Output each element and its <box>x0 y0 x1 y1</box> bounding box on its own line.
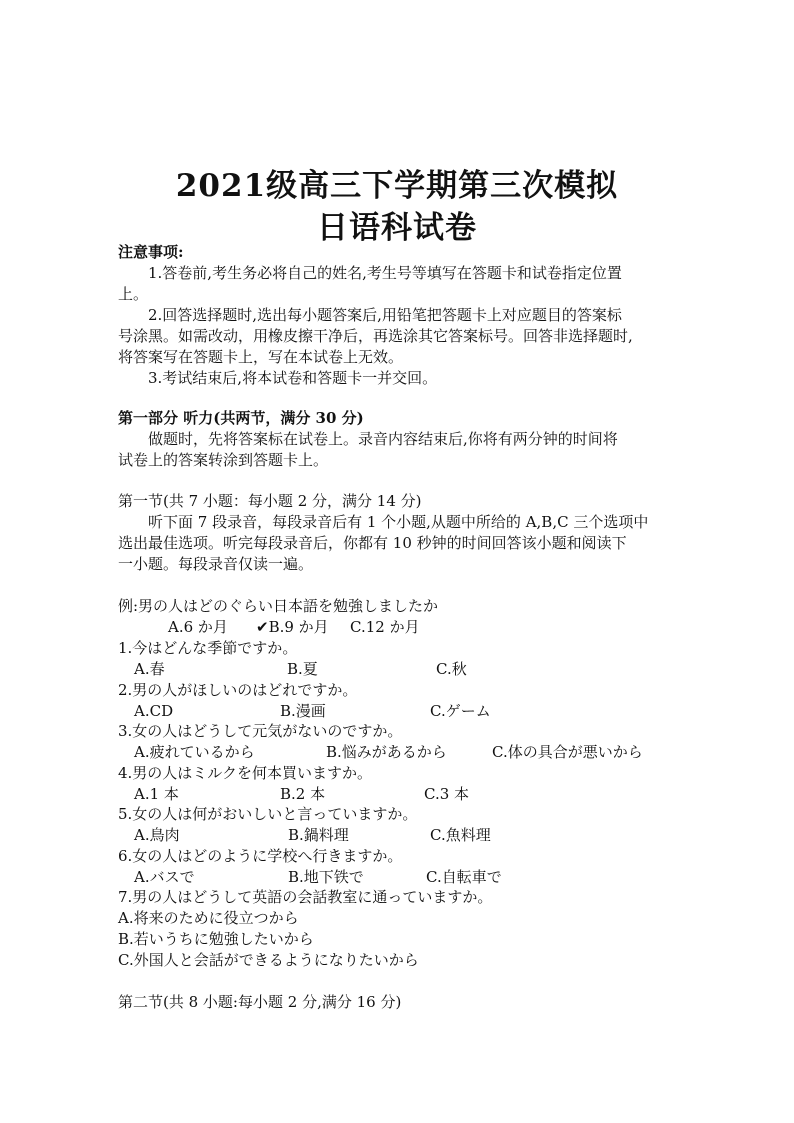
q1-option-b: B.夏 <box>287 660 318 678</box>
question-1: 1.今はどんな季節ですか。 <box>118 639 298 657</box>
note-item-1-cont: 上。 <box>118 285 149 303</box>
note-item-2-cont2: 将答案写在答题卡上，写在本试卷上无效。 <box>118 348 404 366</box>
q2-option-c: C.ゲーム <box>430 702 491 720</box>
example-question: 例:男の人はどのぐらい日本語を勉強しましたか <box>118 597 439 615</box>
notes-heading: 注意事项: <box>118 243 184 261</box>
q4-option-a: A.1 本 <box>134 785 179 803</box>
note-item-3: 3.考试结束后,将本试卷和答题卡一并交回。 <box>148 369 438 387</box>
section1-instructions-cont: 选出最佳选项。听完每段录音后，你都有 10 秒钟的时间回答该小题和阅读下 <box>118 534 627 552</box>
example-option-b-correct: ✔B.9 か月 <box>256 618 329 636</box>
q5-option-c: C.魚料理 <box>430 826 491 844</box>
part1-heading: 第一部分 听力(共两节，满分 30 分) <box>118 409 364 427</box>
q5-option-b: B.鍋料理 <box>288 826 349 844</box>
question-5: 5.女の人は何がおいしいと言っていますか。 <box>118 805 418 823</box>
question-7: 7.男の人はどうして英語の会話教室に通っていますか。 <box>118 888 493 906</box>
exam-title-line1: 2021级高三下学期第三次模拟 <box>175 168 619 204</box>
question-6: 6.女の人はどのように学校へ行きますか。 <box>118 847 403 865</box>
part1-instructions-cont: 试卷上的答案转涂到答题卡上。 <box>118 451 329 469</box>
q3-option-b: B.悩みがあるから <box>326 743 447 761</box>
section1-instructions: 听下面 7 段录音，每段录音后有 1 个小题,从题中所给的 A,B,C 三个选项中 <box>148 513 649 531</box>
q7-option-b: B.若いうちに勉強したいから <box>118 930 314 948</box>
q1-option-a: A.春 <box>134 660 165 678</box>
section1-instructions-cont2: 一小题。每段录音仅读一遍。 <box>118 555 314 573</box>
q2-option-a: A.CD <box>134 702 174 720</box>
q7-option-a: A.将来のために役立つから <box>118 909 299 927</box>
q6-option-c: C.自転車で <box>426 868 502 886</box>
example-option-c: C.12 か月 <box>350 618 420 636</box>
q4-option-b: B.2 本 <box>280 785 326 803</box>
q6-option-b: B.地下铁で <box>288 868 364 886</box>
q3-option-a: A.疲れているから <box>134 743 255 761</box>
example-option-a: A.6 か月 <box>168 618 228 636</box>
q4-option-c: C.3 本 <box>424 785 470 803</box>
q3-option-c: C.体の具合が悪いから <box>492 743 643 761</box>
note-item-2-cont: 号涂黑。如需改动，用橡皮擦干净后，再选涂其它答案标号。回答非选择题时, <box>118 327 633 345</box>
exam-title-line2: 日语科试卷 <box>317 210 477 246</box>
q2-option-b: B.漫画 <box>280 702 326 720</box>
q5-option-a: A.鳥肉 <box>134 826 180 844</box>
question-3: 3.女の人はどうして元気がないのですか。 <box>118 722 403 740</box>
question-2: 2.男の人がほしいのはどれですか。 <box>118 681 358 699</box>
q7-option-c: C.外国人と会話ができるようになりたいから <box>118 951 419 969</box>
section2-heading: 第二节(共 8 小题:每小题 2 分,满分 16 分) <box>118 993 402 1011</box>
q1-option-c: C.秋 <box>436 660 467 678</box>
question-4: 4.男の人はミルクを何本買いますか。 <box>118 764 373 782</box>
note-item-2: 2.回答选择题时,选出每小题答案后,用铅笔把答题卡上对应题目的答案标 <box>148 306 622 324</box>
q6-option-a: A.バスで <box>134 868 195 886</box>
part1-instructions: 做题时，先将答案标在试卷上。录音内容结束后,你将有两分钟的时间将 <box>148 430 618 448</box>
section1-heading: 第一节(共 7 小题：每小题 2 分，满分 14 分) <box>118 492 422 510</box>
note-item-1: 1.答卷前,考生务必将自己的姓名,考生号等填写在答题卡和试卷指定位置 <box>148 264 622 282</box>
